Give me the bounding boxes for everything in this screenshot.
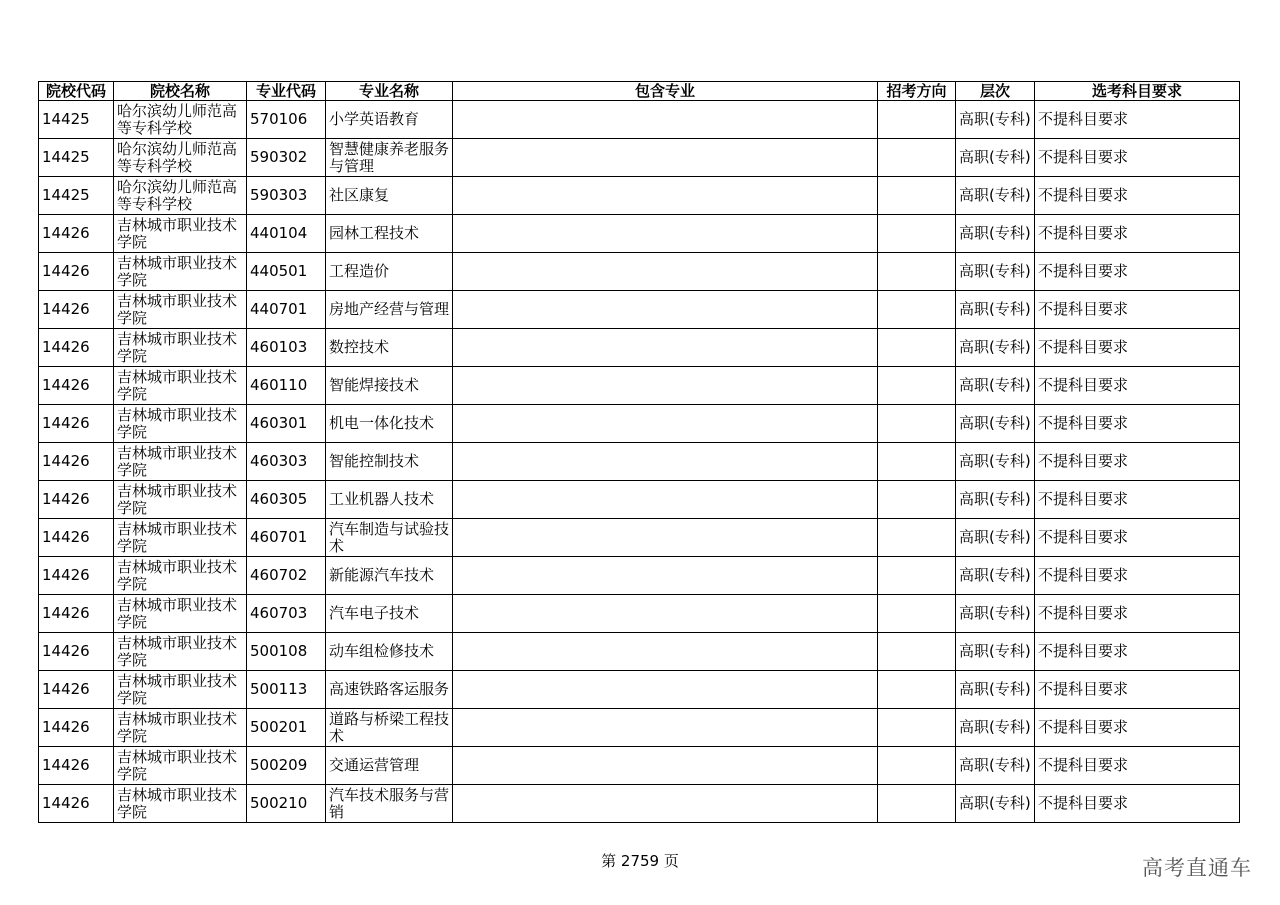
cell-level: 高职(专科) — [956, 557, 1035, 595]
cell-major-code: 500209 — [247, 747, 326, 785]
cell-school-name: 吉林城市职业技术学院 — [114, 633, 247, 671]
table-row — [39, 709, 1240, 747]
cell-level: 高职(专科) — [956, 443, 1035, 481]
header-included-majors: 包含专业 — [453, 82, 878, 101]
cell-direction — [878, 633, 956, 671]
table-row — [39, 595, 1240, 633]
cell-school-code: 14426 — [39, 595, 114, 633]
cell-school-code: 14426 — [39, 519, 114, 557]
cell-level: 高职(专科) — [956, 481, 1035, 519]
cell-school-code: 14426 — [39, 253, 114, 291]
cell-level: 高职(专科) — [956, 253, 1035, 291]
cell-major-code: 460702 — [247, 557, 326, 595]
cell-subject-requirement: 不提科目要求 — [1035, 405, 1240, 443]
cell-major-code: 460703 — [247, 595, 326, 633]
cell-subject-requirement: 不提科目要求 — [1035, 709, 1240, 747]
cell-major-code: 460103 — [247, 329, 326, 367]
table-row — [39, 177, 1240, 215]
admission-table — [38, 81, 1240, 823]
cell-school-code: 14426 — [39, 405, 114, 443]
cell-direction — [878, 367, 956, 405]
cell-level: 高职(专科) — [956, 633, 1035, 671]
cell-subject-requirement: 不提科目要求 — [1035, 595, 1240, 633]
cell-major-name: 智能控制技术 — [326, 443, 453, 481]
cell-school-name: 吉林城市职业技术学院 — [114, 329, 247, 367]
cell-major-code: 440701 — [247, 291, 326, 329]
header-school-code: 院校代码 — [39, 82, 114, 101]
table-row — [39, 367, 1240, 405]
cell-subject-requirement: 不提科目要求 — [1035, 215, 1240, 253]
table-row — [39, 747, 1240, 785]
cell-school-name: 吉林城市职业技术学院 — [114, 405, 247, 443]
cell-level: 高职(专科) — [956, 785, 1035, 823]
cell-school-name: 哈尔滨幼儿师范高等专科学校 — [114, 139, 247, 177]
cell-included-majors — [453, 177, 878, 215]
cell-major-name: 园林工程技术 — [326, 215, 453, 253]
header-level: 层次 — [956, 82, 1035, 101]
cell-major-name: 动车组检修技术 — [326, 633, 453, 671]
cell-major-name: 智能焊接技术 — [326, 367, 453, 405]
cell-level: 高职(专科) — [956, 671, 1035, 709]
cell-school-code: 14426 — [39, 785, 114, 823]
cell-major-code: 500113 — [247, 671, 326, 709]
header-direction: 招考方向 — [878, 82, 956, 101]
cell-direction — [878, 557, 956, 595]
table-row — [39, 291, 1240, 329]
cell-direction — [878, 443, 956, 481]
cell-direction — [878, 291, 956, 329]
table-row — [39, 139, 1240, 177]
cell-subject-requirement: 不提科目要求 — [1035, 253, 1240, 291]
table-row — [39, 785, 1240, 823]
cell-school-code: 14426 — [39, 671, 114, 709]
cell-major-code: 460701 — [247, 519, 326, 557]
cell-school-code: 14426 — [39, 443, 114, 481]
table-row — [39, 215, 1240, 253]
cell-level: 高职(专科) — [956, 747, 1035, 785]
cell-major-code: 500108 — [247, 633, 326, 671]
header-major-code: 专业代码 — [247, 82, 326, 101]
cell-school-name: 吉林城市职业技术学院 — [114, 709, 247, 747]
cell-included-majors — [453, 481, 878, 519]
cell-level: 高职(专科) — [956, 177, 1035, 215]
cell-school-name: 吉林城市职业技术学院 — [114, 253, 247, 291]
cell-direction — [878, 481, 956, 519]
cell-school-code: 14426 — [39, 709, 114, 747]
cell-included-majors — [453, 709, 878, 747]
cell-major-name: 高速铁路客运服务 — [326, 671, 453, 709]
cell-school-code: 14426 — [39, 633, 114, 671]
cell-school-code: 14426 — [39, 215, 114, 253]
cell-included-majors — [453, 785, 878, 823]
cell-major-code: 590302 — [247, 139, 326, 177]
cell-major-name: 社区康复 — [326, 177, 453, 215]
header-school-name: 院校名称 — [114, 82, 247, 101]
table-row — [39, 443, 1240, 481]
cell-level: 高职(专科) — [956, 329, 1035, 367]
cell-level: 高职(专科) — [956, 405, 1035, 443]
cell-direction — [878, 101, 956, 139]
cell-subject-requirement: 不提科目要求 — [1035, 785, 1240, 823]
cell-major-name: 房地产经营与管理 — [326, 291, 453, 329]
cell-level: 高职(专科) — [956, 139, 1035, 177]
cell-major-name: 道路与桥梁工程技术 — [326, 709, 453, 747]
cell-major-code: 570106 — [247, 101, 326, 139]
cell-included-majors — [453, 595, 878, 633]
cell-included-majors — [453, 291, 878, 329]
cell-subject-requirement: 不提科目要求 — [1035, 519, 1240, 557]
cell-school-code: 14426 — [39, 291, 114, 329]
cell-direction — [878, 215, 956, 253]
page-number: 第 2759 页 — [601, 852, 679, 870]
cell-direction — [878, 329, 956, 367]
cell-subject-requirement: 不提科目要求 — [1035, 747, 1240, 785]
table-body — [39, 101, 1240, 823]
cell-direction — [878, 747, 956, 785]
cell-major-name: 汽车制造与试验技术 — [326, 519, 453, 557]
cell-included-majors — [453, 443, 878, 481]
cell-direction — [878, 177, 956, 215]
cell-level: 高职(专科) — [956, 215, 1035, 253]
table-header-row — [39, 82, 1240, 101]
cell-included-majors — [453, 671, 878, 709]
table-row — [39, 481, 1240, 519]
cell-major-name: 工程造价 — [326, 253, 453, 291]
cell-included-majors — [453, 215, 878, 253]
cell-direction — [878, 671, 956, 709]
cell-subject-requirement: 不提科目要求 — [1035, 633, 1240, 671]
cell-direction — [878, 709, 956, 747]
cell-school-name: 吉林城市职业技术学院 — [114, 595, 247, 633]
cell-school-name: 吉林城市职业技术学院 — [114, 747, 247, 785]
cell-included-majors — [453, 747, 878, 785]
header-subject-requirement: 选考科目要求 — [1035, 82, 1240, 101]
cell-school-name: 吉林城市职业技术学院 — [114, 785, 247, 823]
cell-subject-requirement: 不提科目要求 — [1035, 101, 1240, 139]
cell-subject-requirement: 不提科目要求 — [1035, 367, 1240, 405]
cell-level: 高职(专科) — [956, 291, 1035, 329]
cell-major-code: 500210 — [247, 785, 326, 823]
cell-major-name: 汽车电子技术 — [326, 595, 453, 633]
cell-school-code: 14426 — [39, 481, 114, 519]
cell-included-majors — [453, 519, 878, 557]
cell-major-name: 交通运营管理 — [326, 747, 453, 785]
table-row — [39, 671, 1240, 709]
cell-school-name: 哈尔滨幼儿师范高等专科学校 — [114, 101, 247, 139]
cell-included-majors — [453, 633, 878, 671]
table-row — [39, 519, 1240, 557]
cell-major-name: 机电一体化技术 — [326, 405, 453, 443]
cell-level: 高职(专科) — [956, 595, 1035, 633]
cell-school-code: 14425 — [39, 101, 114, 139]
cell-included-majors — [453, 101, 878, 139]
cell-school-code: 14426 — [39, 557, 114, 595]
cell-subject-requirement: 不提科目要求 — [1035, 443, 1240, 481]
cell-direction — [878, 139, 956, 177]
cell-school-name: 吉林城市职业技术学院 — [114, 671, 247, 709]
cell-major-code: 590303 — [247, 177, 326, 215]
cell-major-code: 500201 — [247, 709, 326, 747]
cell-direction — [878, 595, 956, 633]
cell-included-majors — [453, 405, 878, 443]
cell-major-name: 小学英语教育 — [326, 101, 453, 139]
cell-direction — [878, 405, 956, 443]
cell-major-name: 汽车技术服务与营销 — [326, 785, 453, 823]
cell-major-code: 460110 — [247, 367, 326, 405]
watermark-logo-text: 高考直通车 — [1142, 856, 1252, 880]
cell-school-name: 吉林城市职业技术学院 — [114, 481, 247, 519]
cell-subject-requirement: 不提科目要求 — [1035, 557, 1240, 595]
cell-major-code: 440104 — [247, 215, 326, 253]
cell-subject-requirement: 不提科目要求 — [1035, 291, 1240, 329]
cell-major-name: 智慧健康养老服务与管理 — [326, 139, 453, 177]
cell-school-name: 吉林城市职业技术学院 — [114, 291, 247, 329]
cell-subject-requirement: 不提科目要求 — [1035, 329, 1240, 367]
cell-direction — [878, 253, 956, 291]
cell-school-code: 14425 — [39, 177, 114, 215]
cell-major-code: 440501 — [247, 253, 326, 291]
cell-school-name: 吉林城市职业技术学院 — [114, 215, 247, 253]
cell-school-name: 吉林城市职业技术学院 — [114, 443, 247, 481]
cell-subject-requirement: 不提科目要求 — [1035, 177, 1240, 215]
cell-school-name: 吉林城市职业技术学院 — [114, 519, 247, 557]
cell-major-name: 数控技术 — [326, 329, 453, 367]
cell-major-code: 460305 — [247, 481, 326, 519]
cell-level: 高职(专科) — [956, 519, 1035, 557]
cell-level: 高职(专科) — [956, 367, 1035, 405]
cell-level: 高职(专科) — [956, 101, 1035, 139]
cell-school-name: 哈尔滨幼儿师范高等专科学校 — [114, 177, 247, 215]
table-row — [39, 101, 1240, 139]
cell-subject-requirement: 不提科目要求 — [1035, 139, 1240, 177]
cell-included-majors — [453, 139, 878, 177]
cell-major-code: 460301 — [247, 405, 326, 443]
cell-school-code: 14426 — [39, 747, 114, 785]
cell-included-majors — [453, 329, 878, 367]
table-row — [39, 329, 1240, 367]
cell-major-name: 工业机器人技术 — [326, 481, 453, 519]
header-major-name: 专业名称 — [326, 82, 453, 101]
cell-school-code: 14426 — [39, 367, 114, 405]
table-row — [39, 633, 1240, 671]
cell-direction — [878, 785, 956, 823]
cell-school-name: 吉林城市职业技术学院 — [114, 557, 247, 595]
cell-school-name: 吉林城市职业技术学院 — [114, 367, 247, 405]
cell-direction — [878, 519, 956, 557]
cell-major-code: 460303 — [247, 443, 326, 481]
table-row — [39, 253, 1240, 291]
cell-subject-requirement: 不提科目要求 — [1035, 481, 1240, 519]
cell-school-code: 14426 — [39, 329, 114, 367]
cell-school-code: 14425 — [39, 139, 114, 177]
table-row — [39, 405, 1240, 443]
cell-major-name: 新能源汽车技术 — [326, 557, 453, 595]
table-row — [39, 557, 1240, 595]
cell-included-majors — [453, 367, 878, 405]
cell-included-majors — [453, 253, 878, 291]
cell-included-majors — [453, 557, 878, 595]
cell-level: 高职(专科) — [956, 709, 1035, 747]
cell-subject-requirement: 不提科目要求 — [1035, 671, 1240, 709]
